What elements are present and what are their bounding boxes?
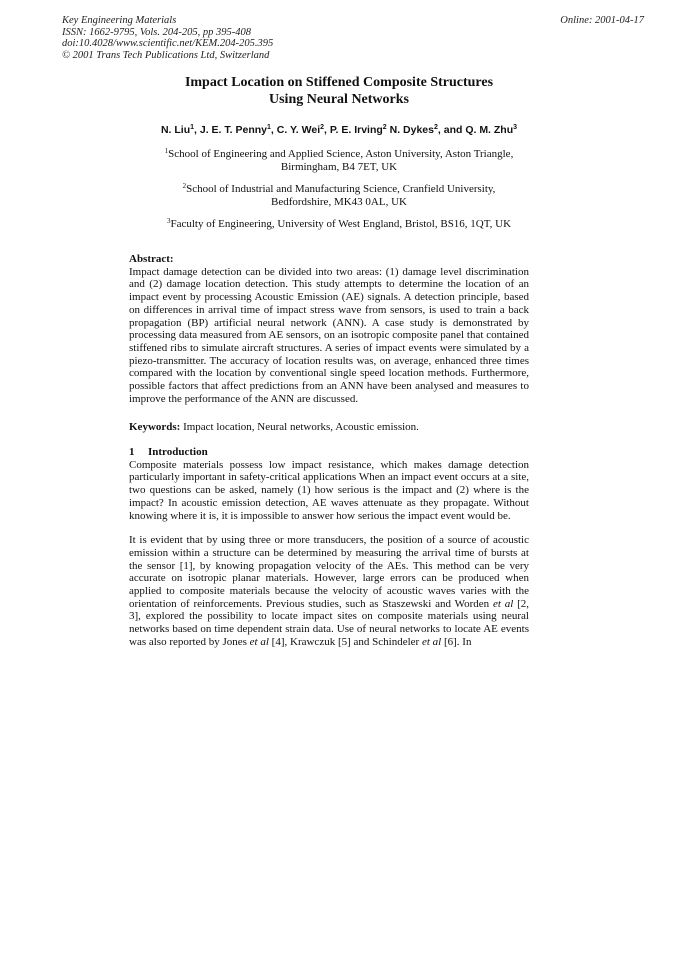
affiliation-line: School of Engineering and Applied Science, Aston University, Aston Triangle, [168, 148, 514, 160]
author-name: J. E. T. Penny [199, 124, 267, 136]
issn-line: ISSN: 1662-9795, Vols. 204-205, pp 395-408 [62, 26, 251, 38]
abstract-text: Impact damage detection can be divided into two areas: (1) damage level discrimination and (2) damage location detection. This study attempts to determine the location of an impact event by processing Acoustic Emission (AE) signals. A detection principle, based on differences in arrival time of impact stress wave from sensors, is used to train a back propagation (BP) artificial neural network (ANN). A case study is demonstrated by processing data measured from AE sensors, on an isotropic composite panel that contained stiffened ribs to simulate aircraft structures. A series of impact events were simulated by a piezo-transmitter. The accuracy of location results was, on average, enhanced three times compared with the location by conventional single speed location methods. Furthermore, possible factors that affect predictions from an ANN have been analysed and measures to improve the performance of the ANN are discussed. [129, 265, 529, 405]
publication-metadata [62, 15, 273, 61]
paragraph-text: [2, 3], explored the possibility to locate impact sites on composite materials using neural networks based on time dependent strain data. Use of neural networks to locate AE events was also reported by Jones [129, 597, 529, 648]
author-affiliation-mark: 3 [513, 124, 518, 131]
title-line-2: Using Neural Networks [269, 92, 409, 107]
author-separator: , [324, 124, 330, 136]
affiliation-mark: 1 [164, 147, 169, 155]
et-al: et al [421, 635, 442, 648]
author-affiliation-mark: 2 [320, 124, 325, 131]
paragraph-text: [4], Krawczuk [5] and Schindeler [268, 635, 422, 648]
author-name: Q. M. Zhu [465, 124, 514, 136]
paper-title [0, 74, 678, 108]
online-date: Online: 2001-04-17 [560, 15, 644, 26]
et-al: et al [249, 635, 269, 648]
author-affiliation-mark: 1 [266, 124, 271, 131]
affiliation-line: Faculty of Engineering, University of West England, Bristol, BS16, 1QT, UK [170, 218, 512, 230]
author-name: C. Y. Wei [276, 124, 321, 136]
author-affiliation-mark: 2 [433, 124, 438, 131]
abstract-section [129, 253, 529, 405]
author-name: P. E. Irving [329, 124, 383, 136]
author-separator: , and [437, 124, 466, 136]
author-separator: , [270, 124, 277, 136]
section-number: 1 [129, 446, 135, 458]
introduction-section [129, 446, 529, 649]
copyright-line: © 2001 Trans Tech Publications Ltd, Switzerland [62, 49, 270, 61]
paragraph-text: It is evident that by using three or more transducers, the position of a source of acoustic emission within a structure can be determined by measuring the arrival time of bursts at the sensor [1], by knowing propagation velocity of the AEs. This method can be very accurate on isotropic planar materials. However, large errors can be produced when applied to composite materials because the velocity of acoustic waves varies with the orientation of reinforcements. Previous studies, such as Staszewski and Worden [129, 534, 529, 610]
affiliation-line: School of Industrial and Manufacturing Science, Cranfield University, [186, 183, 496, 195]
keywords-text: Impact location, Neural networks, Acoustic emission. [183, 421, 419, 433]
intro-paragraph-1: Composite materials possess low impact resistance, which makes damage detection particularly important in safety-critical applications When an impact event occurs at a site, two questions can be asked, namely (1) how serious is the impact and (2) where is the impact? In acoustic emission detection, AE waves attenuate as they propagate. Without knowing where it is, it is impossible to answer how serious the impact event would be. [129, 458, 529, 522]
affiliation-line: Birmingham, B4 7ET, UK [280, 161, 398, 173]
abstract-heading: Abstract: [129, 253, 174, 265]
author-affiliation-mark: 2 [382, 124, 387, 131]
section-title: Introduction [148, 446, 208, 458]
intro-paragraph-2 [129, 534, 529, 648]
journal-name: Key Engineering Materials [62, 15, 177, 26]
doi-line: doi:10.4028/www.scientific.net/KEM.204-205.395 [62, 38, 274, 49]
affiliation-mark: 3 [166, 217, 171, 225]
author-name: N. Liu [160, 124, 191, 136]
author-list [0, 124, 678, 136]
affiliation-3 [0, 215, 678, 231]
paragraph-text: [6]. In [441, 635, 472, 648]
affiliation-1 [0, 145, 678, 174]
author-separator: , [194, 124, 200, 136]
affiliation-2 [0, 180, 678, 209]
et-al: et al [492, 597, 514, 610]
introduction-heading [129, 446, 529, 459]
author-name: N. Dykes [389, 124, 434, 136]
title-line-1: Impact Location on Stiffened Composite Structures [184, 75, 494, 90]
author-affiliation-mark: 1 [190, 124, 195, 131]
affiliation-mark: 2 [182, 182, 187, 190]
keywords-section [129, 421, 529, 434]
affiliation-line: Bedfordshire, MK43 0AL, UK [271, 196, 407, 208]
keywords-label: Keywords: [129, 421, 181, 433]
